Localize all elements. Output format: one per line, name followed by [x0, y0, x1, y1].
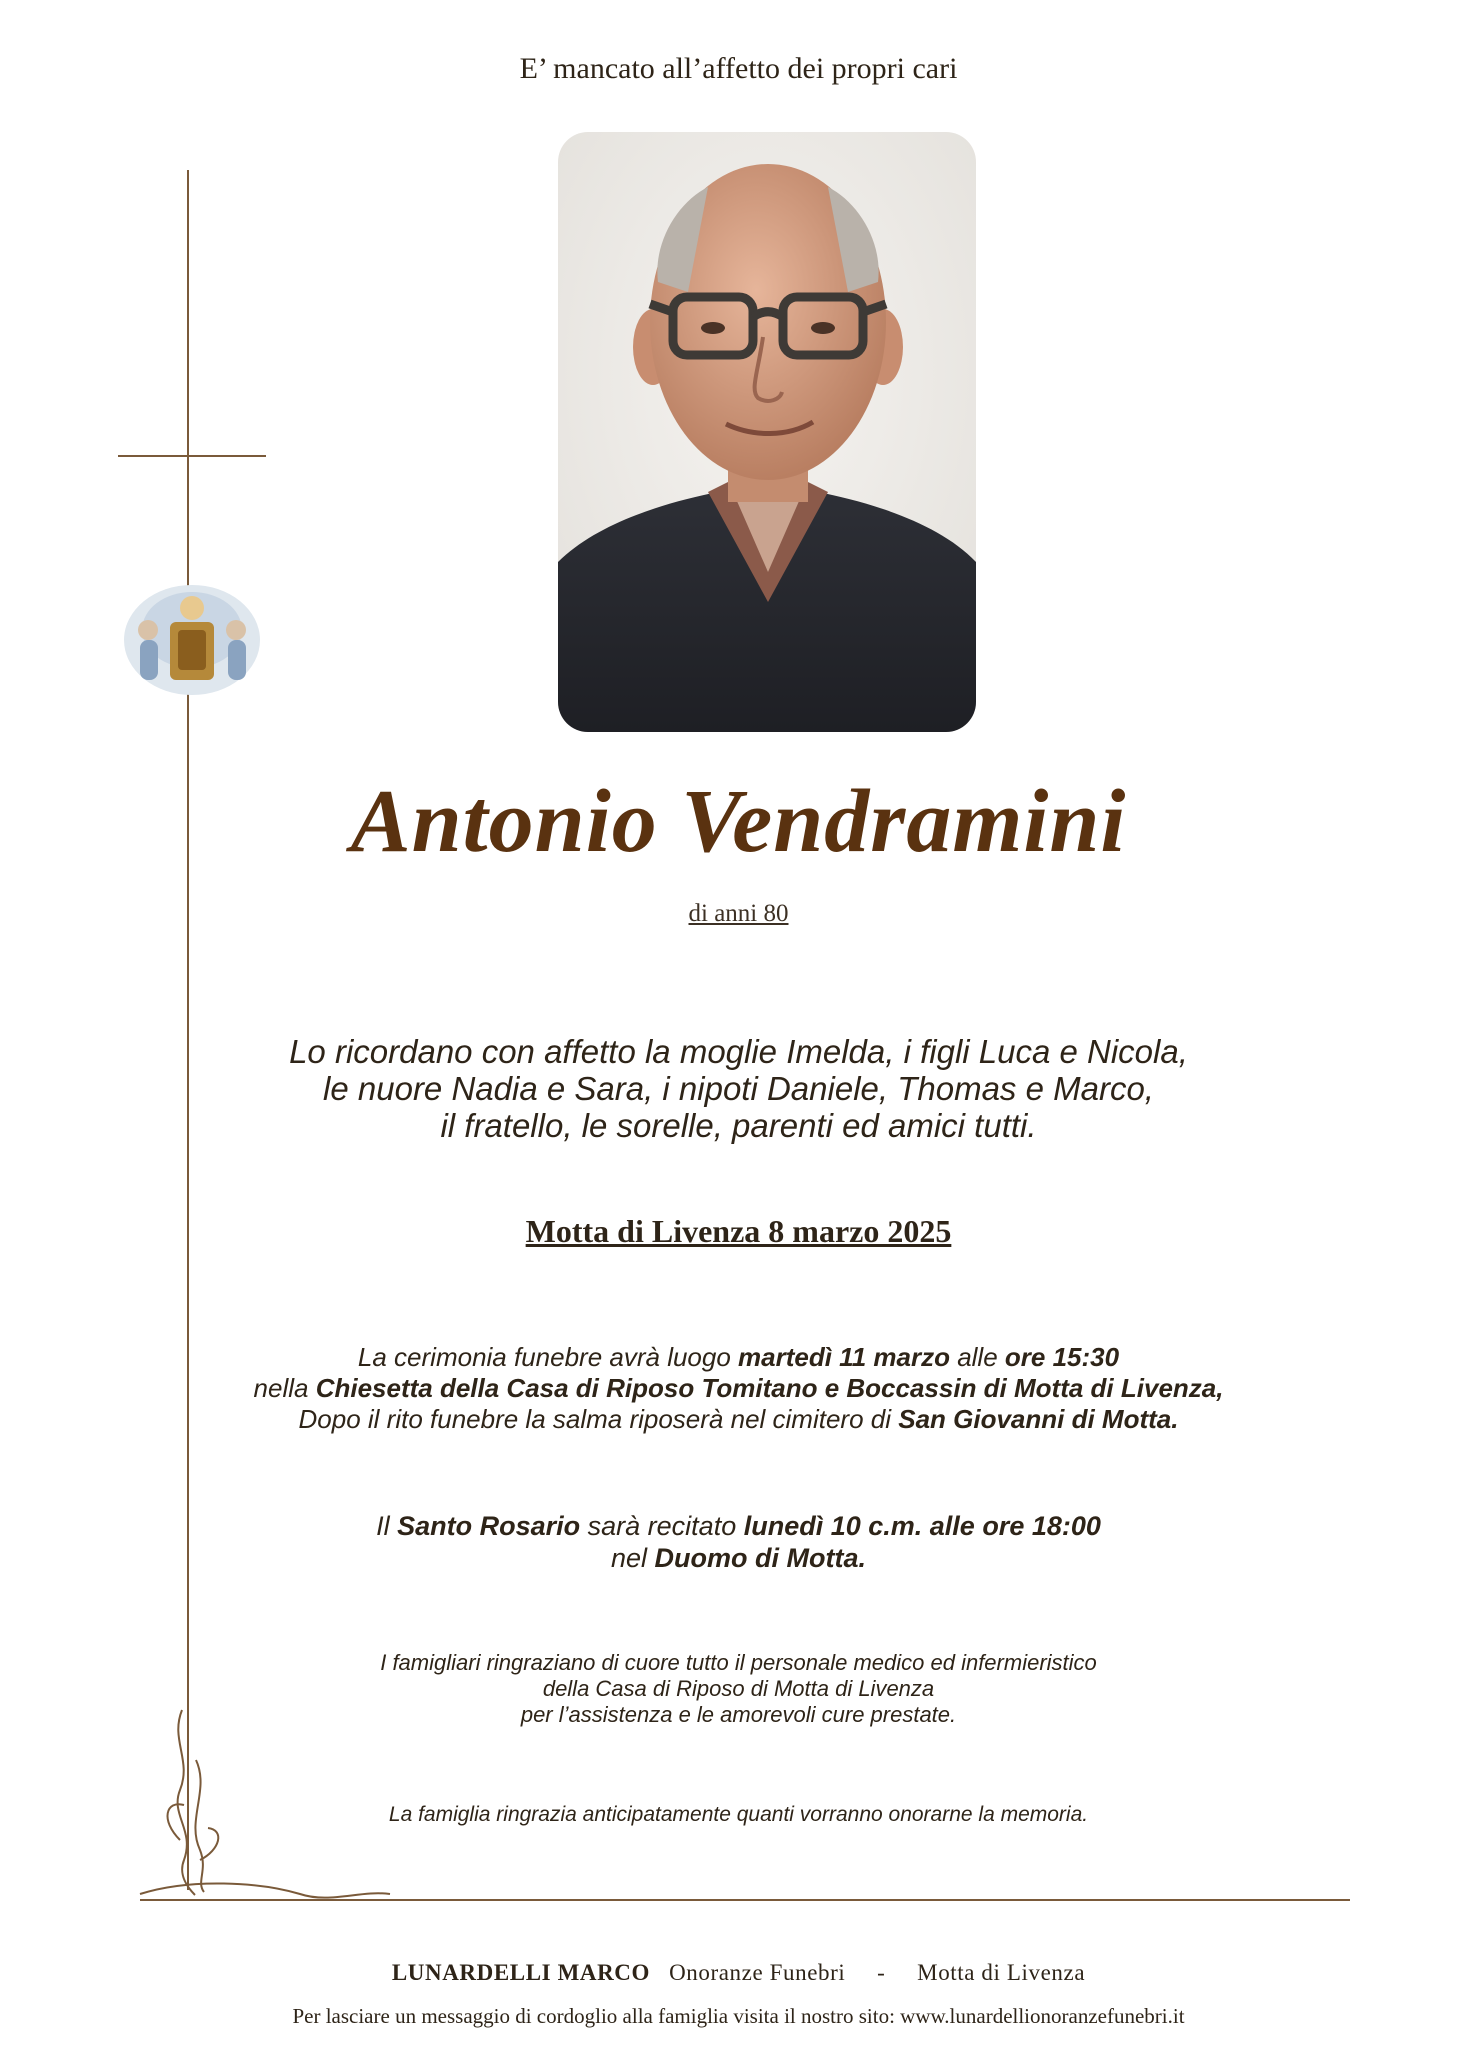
thanks-paragraph — [0, 1650, 1477, 1728]
deceased-name: Antonio Vendramini — [350, 772, 1127, 871]
relatives-paragraph — [0, 1033, 1477, 1144]
rosary-line-2: nel Duomo di Motta. — [610, 1543, 866, 1573]
thanks-line: per l’assistenza e le amorevoli cure prestate. — [520, 1702, 957, 1727]
firm-name: LUNARDELLI MARCO — [391, 1960, 651, 1985]
thanks-line: della Casa di Riposo di Motta di Livenza — [542, 1676, 935, 1701]
ceremony-line-2: nella Chiesetta della Casa di Riposo Tomitano e Boccassin di Motta di Livenza, — [253, 1373, 1224, 1403]
intro-line: E’ mancato all’affetto dei propri cari — [519, 52, 958, 85]
funeral-home-line — [0, 1960, 1477, 1986]
madonna-image-icon — [124, 585, 260, 695]
relatives-line: il fratello, le sorelle, parenti ed amici tutti. — [440, 1107, 1037, 1144]
relatives-line: le nuore Nadia e Sara, i nipoti Daniele, Thomas e Marco, — [323, 1070, 1154, 1107]
rosary-paragraph — [0, 1510, 1477, 1574]
place-date: Motta di Livenza 8 marzo 2025 — [525, 1213, 952, 1249]
family-thanks: La famiglia ringrazia anticipatamente quanti vorranno onorarne la memoria. — [388, 1803, 1089, 1826]
deceased-age: di anni 80 — [688, 900, 789, 927]
ceremony-line-3: Dopo il rito funebre la salma riposerà nel cimitero di San Giovanni di Motta. — [298, 1404, 1179, 1434]
portrait-photo — [558, 132, 976, 732]
firm-type: Onoranze Funebri — [669, 1960, 846, 1985]
ceremony-line-1: La cerimonia funebre avrà luogo martedì 11 marzo alle ore 15:30 — [357, 1342, 1120, 1372]
relatives-line: Lo ricordano con affetto la moglie Imelda, i figli Luca e Nicola, — [289, 1033, 1188, 1070]
ceremony-paragraph — [0, 1342, 1477, 1435]
rosary-line-1: Il Santo Rosario sarà recitato lunedì 10 c.m. alle ore 18:00 — [376, 1511, 1101, 1541]
firm-city: Motta di Livenza — [917, 1960, 1086, 1985]
thanks-line: I famigliari ringraziano di cuore tutto il personale medico ed infermieristico — [380, 1650, 1097, 1675]
firm-separator: - — [877, 1960, 886, 1985]
website-message: Per lasciare un messaggio di cordoglio alla famiglia visita il nostro sito: www.lunardellionoranzefunebri.it — [292, 2004, 1185, 2028]
